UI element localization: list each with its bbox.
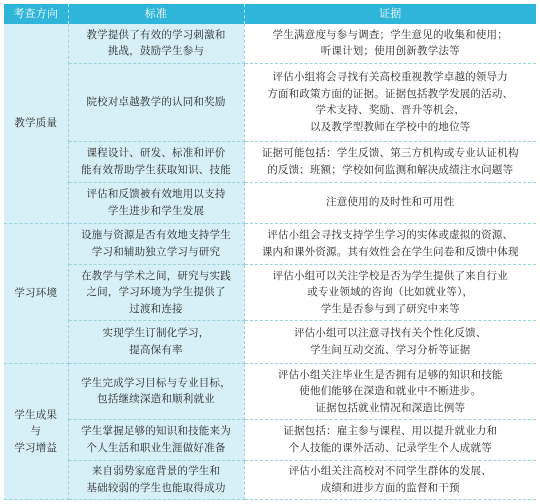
evidence-cell [244, 182, 536, 223]
table-row [4, 24, 536, 63]
evidence-text: 学生满意度与参与调查；学生意见的收集和使用； 听课计划；使用创新教学法等 [272, 28, 508, 58]
standard-cell [68, 419, 244, 460]
table-row [4, 223, 536, 264]
evidence-cell [244, 264, 536, 320]
evidence-text: 证据可能包括：学生反馈、第三方机构或专业认证机构 的反馈；班额；学校如何监测和解决成绩注水问题等 [261, 147, 519, 176]
standard-cell [68, 63, 244, 141]
evidence-cell [244, 24, 536, 63]
table-row [4, 182, 536, 223]
evidence-text: 评估小组会寻找支持学生学习的实体或虚拟的资源、 课内和课外资源。其有效性会在学生问卷和反馈中体现 [261, 229, 519, 258]
standard-cell [68, 141, 244, 182]
standard-text: 来自弱势家庭背景的学生和 基础较弱的学生也能取得成功 [86, 465, 226, 494]
evidence-cell [244, 460, 536, 499]
evidence-cell [244, 320, 536, 363]
standard-cell [68, 363, 244, 419]
standard-text: 实现学生订制化学习， 提高保有率 [102, 327, 210, 356]
category-label: 教学质量 [14, 117, 58, 130]
table-row [4, 63, 536, 141]
standard-text: 在教学与学术之间，研究与实践 之间，学习环境为学生提供了 过渡和连接 [81, 269, 231, 315]
category-cell [4, 24, 68, 223]
standard-cell [68, 320, 244, 363]
standard-text: 教学提供了有效的学习刺激和 挑战，鼓励学生参与 [86, 28, 226, 58]
standard-cell [68, 24, 244, 63]
table-row [4, 419, 536, 460]
standard-text: 学生完成学习目标与专业目标， 包括继续深造和顺利就业 [81, 376, 231, 406]
table-row [4, 141, 536, 182]
evidence-cell [244, 141, 536, 182]
evidence-cell [244, 419, 536, 460]
standard-text: 课程设计、研发、标准和评价 能有效帮助学生获取知识、技能 [81, 147, 231, 176]
category-label: 学习环境 [14, 287, 58, 300]
evidence-text: 评估小组可以注意寻找有关个性化反馈、 学生间互动交流、学习分析等证据 [293, 327, 487, 356]
standard-text: 院校对卓越教学的认同和奖励 [86, 95, 226, 108]
header-evidence: 证据 [244, 4, 536, 24]
standard-cell [68, 223, 244, 264]
evidence-cell [244, 363, 536, 419]
evidence-text: 评估小组关注高校对不同学生群体的发展、 成绩和进步方面的监督和干预 [288, 465, 492, 494]
evidence-text: 评估小组将会寻找有关高校重视教学卓越的领导力 方面和政策方面的证据。证据包括教学发展的活动、 学术支持、奖励、晋升等机会， 以及教学型教师在学校中的地位等 [267, 71, 514, 133]
header-category: 考查方向 [4, 4, 68, 24]
category-cell [4, 363, 68, 499]
standard-cell [68, 264, 244, 320]
table-row [4, 363, 536, 419]
standard-text: 学生掌握足够的知识和技能来为 个人生活和职业生涯做好准备 [81, 425, 231, 454]
evidence-cell [244, 223, 536, 264]
evidence-cell [244, 63, 536, 141]
table-header-row [4, 4, 536, 24]
header-standard: 标准 [68, 4, 244, 24]
standard-cell [68, 460, 244, 499]
table-row [4, 460, 536, 499]
standard-text: 评估和反馈被有效地用以支持 学生进步和学生发展 [86, 188, 226, 217]
table-row [4, 320, 536, 363]
evidence-text: 注意使用的及时性和可用性 [326, 196, 455, 209]
standard-text: 设施与资源是否有效地支持学生 学习和辅助独立学习与研究 [81, 229, 231, 258]
evidence-text: 证据包括：雇主参与课程、用以提升就业力和 个人技能的课外活动、记录学生个人成就等 [283, 425, 498, 454]
standard-cell [68, 182, 244, 223]
table-row [4, 264, 536, 320]
category-cell [4, 223, 68, 363]
evidence-text: 评估小组关注毕业生是否拥有足够的知识和技能 使他们能够在深造和就业中不断进步。 证据包括就业情况和深造比例等 [277, 368, 503, 414]
category-label: 学生成果 与 学习增益 [14, 408, 58, 454]
evidence-text: 评估小组可以关注学校是否为学生提供了来自行业 或专业领域的咨询（比如就业等）， 学生是否参与到了研究中来等 [272, 269, 508, 315]
evaluation-table [4, 4, 536, 500]
